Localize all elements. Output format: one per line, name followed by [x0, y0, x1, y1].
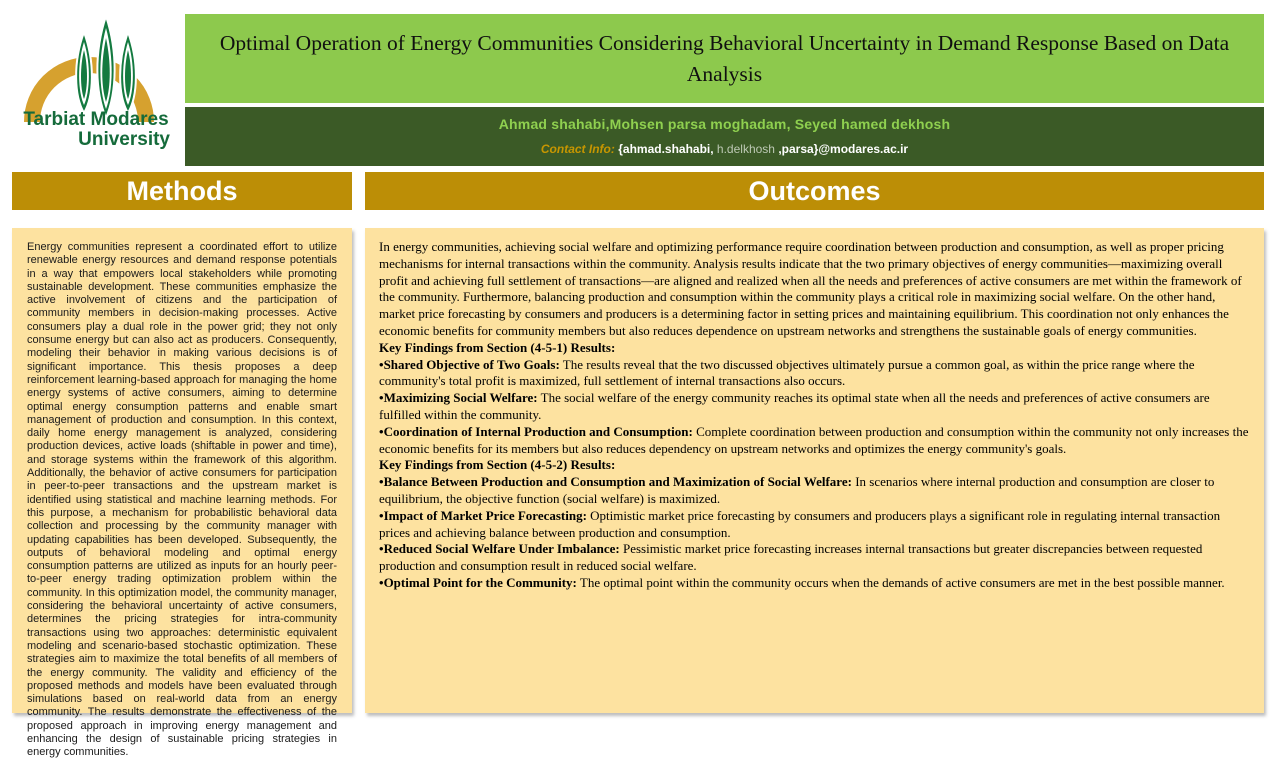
methods-panel: [12, 228, 352, 759]
finding-label: • Impact of Market Price Forecasting:: [379, 508, 587, 523]
finding-label: • Reduced Social Welfare Under Imbalance:: [379, 541, 620, 556]
outcomes-intro-paragraph: In energy communities, achieving social welfare and optimizing performance require coordination between production and consumption, as well as proper pricing mechanisms for internal transactions within the community. Analysis results indicate that the two primary objectives of energy communities—maximizing overall profit and achieving full settlement of transactions—are aligned and realized when all the needs and preferences of active consumers are met within the framework of the community. Furthermore, balancing production and consumption within the community plays a critical role in maximizing social welfare. On the other hand, market price forecasting by consumers and producers is a determining factor in setting prices and maintaining equilibrium. This coordination not only enhances the economic benefits for community members but also reduces dependence on upstream networks and strengthens the sustainable goals of energy communities.: [379, 239, 1242, 338]
outcomes-body: [365, 228, 1264, 603]
outcomes-panel: [365, 228, 1264, 713]
finding-item: [379, 508, 1250, 542]
finding-item: [379, 575, 1250, 592]
university-name-line1: Tarbiat Modares: [23, 109, 169, 130]
contact-info-label: Contact Info:: [540, 142, 619, 156]
section-452-heading: Key Findings from Section (4-5-2) Results:: [379, 457, 616, 473]
poster-title: Optimal Operation of Energy Communities Considering Behavioral Uncertainty in Demand Response Based on Data Analysis: [219, 30, 1230, 86]
finding-item: [379, 424, 1250, 458]
university-name: [8, 110, 184, 150]
finding-text: The optimal point within the community occurs when the demands of active consumers are met in the best possible manner.: [579, 574, 1225, 590]
finding-label: • Coordination of Internal Production and Consumption:: [379, 424, 693, 439]
finding-label: • Balance Between Production and Consumption and Maximization of Social Welfare:: [379, 474, 852, 489]
contact-email-part2: h.delkhosh: [716, 142, 779, 156]
finding-item: [379, 541, 1250, 575]
finding-text: Complete coordination between production and consumption within the community not only increases the economic benefits for its members but also reduces dependency on upstream networks and optimizes the energy community's goals.: [379, 423, 1249, 456]
outcomes-header-bar: [365, 172, 1264, 210]
finding-text: In scenarios where internal production and consumption are closer to equilibrium, the objective function (social welfare) is maximized.: [379, 474, 1215, 506]
university-logo: [8, 6, 186, 168]
methods-body-text: Energy communities represent a coordinated effort to utilize renewable energy resources and demand response potentials in a way that empowers local stakeholders while promoting sustainable development. These communities emphasize the active involvement of citizens and the participation of community members in decision-making processes. Active consumers play a dual role in the power grid; they not only consume energy but can also act as producers. Consequently, modeling their behavior in making various decisions is of significant importance. This thesis proposes a deep reinforcement learning-based approach for managing the home energy systems of active consumers, aiming to determine optimal energy consumption patterns and enable smart management of production and consumption. In this context, daily home energy management is analyzed, considering production devices, active loads (shiftable in power and time), and storage systems within the framework of this algorithm. Additionally, the behavior of active consumers for participation in peer-to-peer transactions and the upstream market is identified using statistical and machine learning methods. For this purpose, a mechanism for probabilistic behavioral data collection and processing by the community manager with updating capabilities has been developed. Subsequently, the outputs of behavioral modeling and optimal energy consumption patterns are utilized as inputs for an hourly peer-to-peer energy trading optimization problem within the community. In this optimization model, the community manager, considering the behavioral uncertainty of active consumers, determines the pricing strategies for intra-community transactions using two approaches: deterministic equivalent modeling and scenario-based stochastic optimization. These strategies aim to maximize the total benefits of all members of the energy community. The validity and efficiency of the proposed methods and models have been evaluated through simulations based on real-world data from an energy community. The results demonstrate the effectiveness of the proposed approach in improving energy management and enhancing the design of sustainable pricing strategies in energy communities.: [27, 241, 337, 759]
finding-item: [379, 390, 1250, 424]
author-bar: [185, 107, 1264, 166]
finding-text: The social welfare of the energy community reaches its optimal state when all the needs and preferences of active consumers are fulfilled within the community.: [379, 390, 1210, 422]
finding-text: Optimistic market price forecasting by consumers and producers plays a significant role in regulating internal transaction prices and achieving balance between production and consumption.: [379, 507, 1221, 540]
methods-heading: Methods: [126, 175, 238, 206]
contact-info: [185, 142, 1264, 156]
contact-email-part1: {ahmad.shahabi,: [618, 142, 717, 156]
methods-header-bar: [12, 172, 352, 210]
finding-item: [379, 357, 1250, 391]
finding-item: [379, 474, 1250, 508]
outcomes-heading: Outcomes: [748, 175, 881, 206]
section-451-heading: Key Findings from Section (4-5-1) Results:: [379, 339, 616, 355]
finding-label: • Optimal Point for the Community:: [379, 575, 577, 590]
contact-email-part3: ,parsa}@modares.ac.ir: [778, 142, 909, 156]
finding-label: • Maximizing Social Welfare:: [379, 390, 538, 405]
poster-title-bar: [185, 14, 1264, 103]
finding-text: Pessimistic market price forecasting increases internal transactions but greater discrepancies between requested production and consumption result in reduced social welfare.: [379, 541, 1203, 574]
finding-text: The results reveal that the two discussed objectives ultimately pursue a common goal, as within the price range where the community's total profit is maximized, full settlement of internal transactions also occurs.: [379, 356, 1195, 389]
university-name-line2: University: [78, 129, 170, 150]
author-names: Ahmad shahabi,Mohsen parsa moghadam, Seyed hamed dekhosh: [498, 116, 951, 132]
finding-label: • Shared Objective of Two Goals:: [379, 357, 560, 372]
